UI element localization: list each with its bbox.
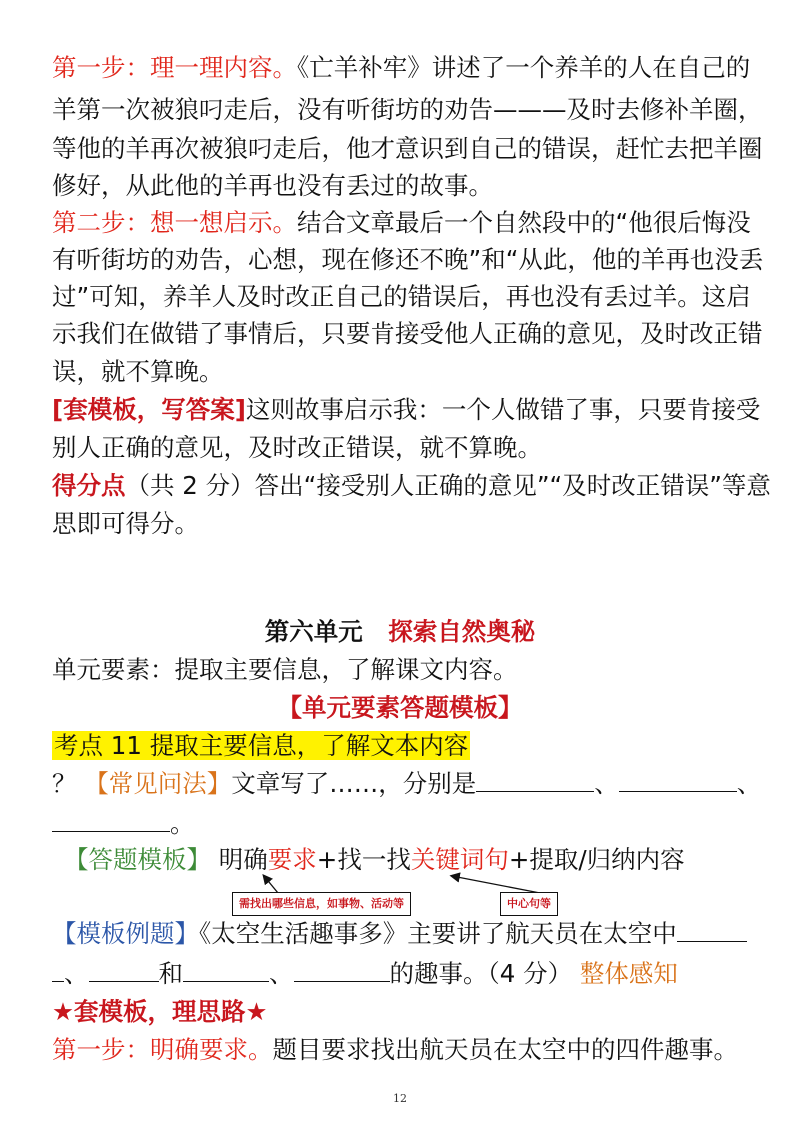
- common-question-line: [52, 764, 761, 804]
- step1-line-4: 修好，从此他的羊再也没有丢过的故事。: [52, 171, 493, 200]
- template-title: 【单元要素答题模板】: [277, 693, 523, 722]
- answer-blank: [52, 955, 64, 982]
- step1-label: 第一步：理一理内容。: [52, 53, 297, 82]
- template-label: [套模板，写答案]: [52, 395, 246, 424]
- answer-template-line: [64, 840, 685, 880]
- template-line-2: 别人正确的意见，及时改正错误，就不算晚。: [52, 433, 542, 462]
- answer-blank: [677, 915, 747, 942]
- score-line-1: [52, 466, 771, 506]
- question-mark: ？: [52, 769, 77, 798]
- exam-point-line: [52, 726, 470, 766]
- answer-template-label: 【答题模板】: [64, 845, 211, 874]
- answer-blank: [52, 805, 170, 832]
- separator: 、: [594, 769, 619, 798]
- step2-text: 结合文章最后一个自然段中的“他很后悔没: [297, 208, 751, 237]
- step1-line-3: 等他的羊再次被狼叼走后，他才意识到自己的错误，赶忙去把羊圈: [52, 134, 763, 163]
- example-separator: 、: [269, 959, 294, 988]
- unit-step1-line: [52, 1030, 738, 1070]
- answer-template-part: 要求: [267, 845, 317, 874]
- answer-template-part: +找一找: [316, 845, 411, 874]
- answer-template-part: 明确: [218, 845, 268, 874]
- step2-line-5: 误，就不算晚。: [52, 357, 224, 386]
- answer-template-part: 关键词句: [410, 845, 509, 874]
- answer-blank: [619, 765, 737, 792]
- answer-template-part: +提取/归纳内容: [508, 845, 685, 874]
- unit-step1-text: 题目要求找出航天员在太空中的四件趣事。: [272, 1035, 738, 1064]
- page-number: 12: [393, 1092, 407, 1105]
- score-line-2: 思即可得分。: [52, 509, 199, 538]
- answer-blank: [476, 765, 594, 792]
- step2-line-4: 示我们在做错了事情后，只要肯接受他人正确的意见，及时改正错: [52, 319, 763, 348]
- example-tag: 整体感知: [579, 959, 678, 988]
- example-connector: 和: [158, 959, 183, 988]
- callout-center-sentence: 中心句等: [500, 892, 558, 916]
- example-separator: 、: [64, 959, 89, 988]
- exam-point: 考点 11 提取主要信息，了解文本内容: [54, 731, 469, 760]
- step2-line-1: [52, 203, 751, 243]
- step1-line-2: 羊第一次被狼叼走后，没有听街坊的劝告———及时去修补羊圈，: [52, 95, 763, 124]
- end-mark: 。: [170, 809, 195, 838]
- unit-elements: 单元要素：提取主要信息，了解课文内容。: [52, 655, 518, 684]
- example-text: 《太空生活趣事多》主要讲了航天员在太空中: [199, 919, 677, 948]
- example-label: 【模板例题】: [52, 919, 199, 948]
- answer-blank: [183, 955, 269, 982]
- step2-label: 第二步：想一想启示。: [52, 208, 297, 237]
- score-label: 得分点: [52, 471, 126, 500]
- example-tail: 的趣事。（4 分）: [389, 959, 573, 988]
- step2-line-2: 有听街坊的劝告，心想，现在修还不晚”和“从此，他的羊再也没丢: [52, 245, 764, 274]
- example-line-1: [52, 914, 747, 954]
- unit-title: [0, 612, 800, 652]
- template-line-1: [52, 390, 760, 430]
- unit-title-prefix: 第六单元: [264, 617, 363, 646]
- answer-blank: [294, 955, 390, 982]
- score-text: （共 2 分）答出“接受别人正确的意见”“及时改正错误”等意: [125, 471, 771, 500]
- common-question-text: 文章写了……，分别是: [231, 769, 477, 798]
- step1-text: 《亡羊补牢》讲述了一个养羊的人在自己的: [297, 53, 751, 82]
- template-text: 这则故事启示我：一个人做错了事，只要肯接受: [245, 395, 761, 424]
- unit-step1-label: 第一步：明确要求。: [52, 1035, 273, 1064]
- callout-info-hint: 需找出哪些信息，如事物、活动等: [232, 892, 411, 916]
- common-question-line-2: [52, 804, 195, 844]
- common-question-label: 【常见问法】: [84, 769, 232, 798]
- unit-title-theme: 探索自然奥秘: [388, 617, 536, 646]
- think-title: ★套模板，理思路★: [52, 997, 268, 1026]
- step1-line-1: [52, 48, 750, 88]
- step2-line-3: 过”可知，养羊人及时改正自己的错误后，再也没有丢过羊。这启: [52, 282, 751, 311]
- separator: 、: [736, 769, 762, 798]
- example-line-2: [52, 954, 678, 994]
- answer-blank: [89, 955, 159, 982]
